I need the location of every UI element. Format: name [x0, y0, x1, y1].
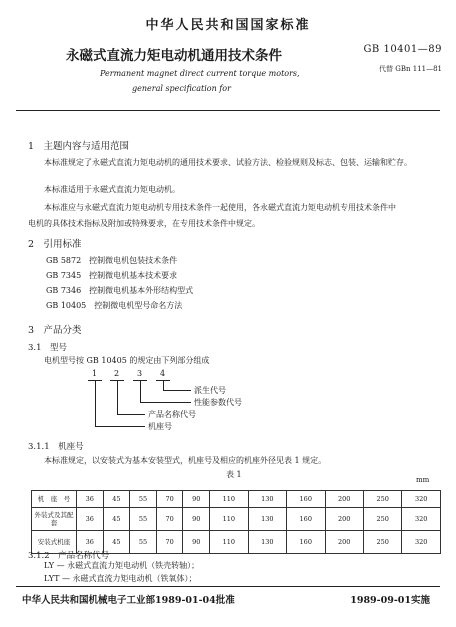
standard-number: GB 10401—89	[363, 44, 442, 55]
table-cell: 90	[183, 531, 210, 554]
frame-size-table	[31, 490, 441, 554]
subsection-3-1-heading: 3.1 型号	[28, 343, 68, 353]
table-cell: 320	[402, 531, 441, 554]
table-cell: 70	[156, 491, 183, 508]
table-cell: 130	[248, 531, 286, 554]
reference-item: GB 7346 控制微电机基本外形结构型式	[46, 286, 194, 295]
table-cell: 36	[77, 531, 104, 554]
table-cell: 36	[77, 491, 104, 508]
section-1-para-2: 本标准适用于永磁式直流力矩电动机。	[44, 185, 180, 194]
table-cell: 130	[248, 508, 286, 531]
table-cell: 250	[363, 491, 401, 508]
leader-horizontal	[163, 390, 191, 391]
table-cell: 110	[210, 491, 248, 508]
reference-item: GB 7345 控制微电机基本技术要求	[46, 271, 178, 280]
standard-header: 中华人民共和国国家标准	[145, 18, 311, 33]
table-cell: 70	[156, 508, 183, 531]
table-cell: 55	[130, 531, 157, 554]
leader-horizontal	[95, 426, 145, 427]
table-unit: mm	[416, 476, 430, 484]
reference-item: GB 5872 控制微电机包装技术条件	[46, 256, 178, 265]
code-digit: 2	[114, 369, 120, 378]
code-digit: 4	[160, 369, 166, 378]
table-cell: 160	[287, 531, 325, 554]
english-title-line1: Permanent magnet direct current torque motors,	[100, 69, 300, 78]
table-caption: 表 1	[226, 470, 242, 479]
table-cell: 55	[130, 508, 157, 531]
leader-vertical	[95, 381, 96, 426]
section-1-para-3a: 本标准应与永磁式直流力矩电动机专用技术条件一起使用，各永磁式直流力矩电动机专用技术条件中	[44, 203, 396, 212]
code-digit: 3	[137, 369, 143, 378]
footer-rule	[16, 586, 440, 587]
table-cell: 160	[287, 508, 325, 531]
table-row	[32, 508, 441, 531]
section-1-heading: 1 主题内容与适用范围	[28, 141, 130, 152]
code-label: 产品名称代号	[148, 410, 196, 419]
subsection-3-1-text: 电机型号按 GB 10405 的规定由下列部分组成	[44, 356, 210, 365]
section-3-heading: 3 产品分类	[28, 325, 82, 336]
replaces-note: 代替 GBn 111—81	[379, 65, 442, 73]
leader-horizontal	[117, 414, 145, 415]
subsection-3-1-2-heading: 3.1.2 产品名称代号	[28, 551, 110, 561]
subsection-3-1-1-heading: 3.1.1 机座号	[28, 442, 84, 452]
subsection-3-1-1-text: 本标准规定，以安装式为基本安装型式，机座号及相应的机座外径见表 1 规定。	[44, 456, 327, 465]
leader-vertical	[140, 381, 141, 402]
row-header: 机 座 号	[32, 491, 77, 508]
row-header: 安装式机座	[32, 531, 77, 554]
table-cell: 45	[103, 491, 130, 508]
table-cell: 90	[183, 491, 210, 508]
code-label: 机座号	[148, 422, 172, 431]
product-code-lyt: LYT — 永磁式直流力矩电动机（铁氧体）；	[44, 574, 197, 583]
table-row	[32, 491, 441, 508]
section-2-heading: 2 引用标准	[28, 239, 82, 250]
issued-by: 中华人民共和国机械电子工业部1989-01-04批准	[22, 595, 235, 606]
leader-vertical	[163, 381, 164, 390]
leader-horizontal	[140, 402, 191, 403]
table-cell: 320	[402, 508, 441, 531]
table-cell: 200	[325, 508, 363, 531]
effective-date: 1989-09-01实施	[350, 595, 430, 606]
leader-vertical	[117, 381, 118, 414]
document-title: 永磁式直流力矩电动机通用技术条件	[66, 48, 282, 64]
table-cell: 110	[210, 508, 248, 531]
header-rule	[16, 110, 440, 111]
code-digit: 1	[92, 369, 98, 378]
table-cell: 45	[103, 508, 130, 531]
section-1-para-1: 本标准规定了永磁式直流力矩电动机的通用技术要求、试验方法、检验规则及标志、包装、运输和贮存。	[44, 158, 412, 167]
table-cell: 45	[103, 531, 130, 554]
table-cell: 320	[402, 491, 441, 508]
table-cell: 250	[363, 508, 401, 531]
table-cell: 250	[363, 531, 401, 554]
table-cell: 160	[287, 491, 325, 508]
table-cell: 200	[325, 531, 363, 554]
code-label: 性能参数代号	[194, 398, 242, 407]
table-cell: 55	[130, 491, 157, 508]
table-cell: 200	[325, 491, 363, 508]
reference-item: GB 10405 控制微电机型号命名方法	[46, 301, 183, 310]
table-cell: 70	[156, 531, 183, 554]
table-cell: 36	[77, 508, 104, 531]
section-1-para-3b: 电机的具体技术指标及附加或特殊要求，在专用技术条件中规定。	[28, 219, 260, 228]
product-code-ly: LY — 永磁式直流力矩电动机（铁壳转轴）；	[44, 561, 200, 570]
row-header: 外装式及其配套	[32, 508, 77, 531]
english-title-line2: general specification for	[132, 84, 231, 93]
table-cell: 90	[183, 508, 210, 531]
table-cell: 110	[210, 531, 248, 554]
code-label: 派生代号	[194, 386, 226, 395]
table-cell: 130	[248, 491, 286, 508]
